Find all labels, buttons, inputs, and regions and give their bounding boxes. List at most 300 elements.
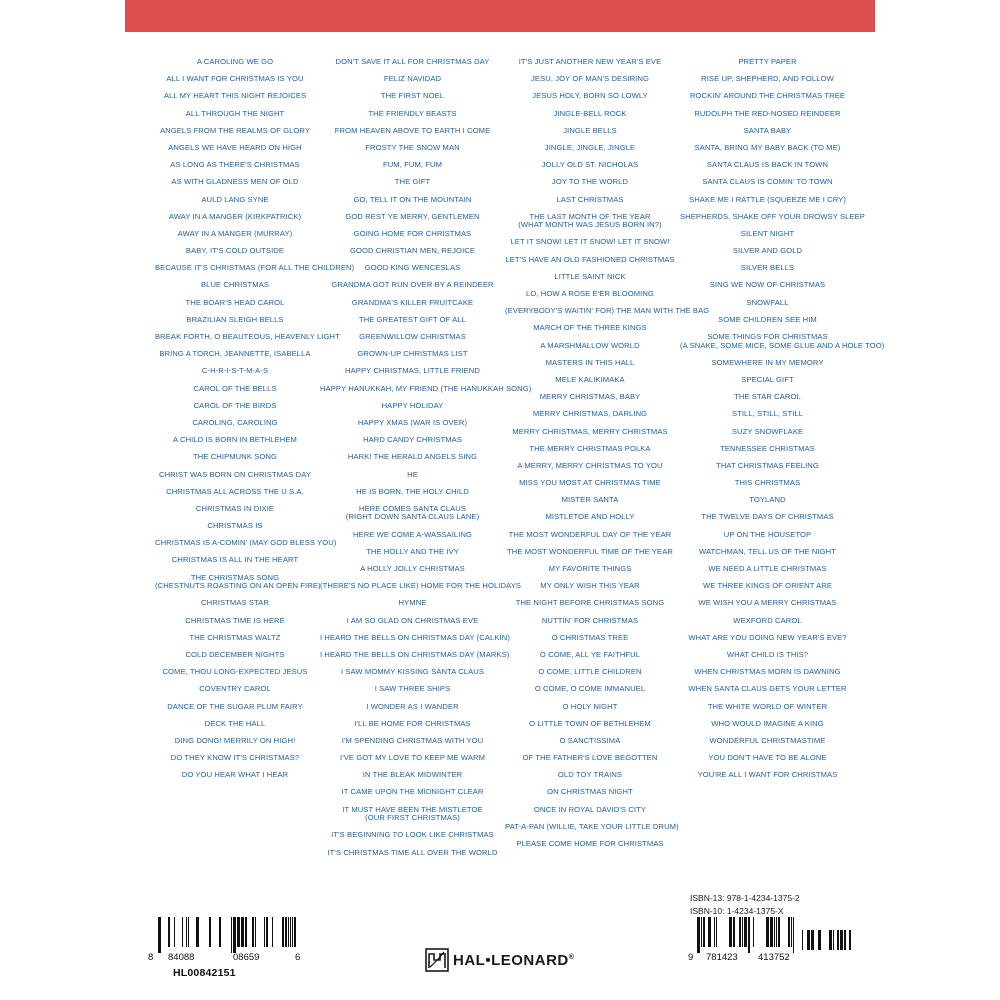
song-title [320, 505, 505, 522]
song-title-line: OLD TOY TRAINS [557, 770, 623, 780]
isbn-barcode-digits [688, 952, 818, 964]
song-title [505, 213, 675, 230]
song-title-line: MY ONLY WISH THIS YEAR [540, 581, 640, 591]
song-title-line: THE FIRST NOEL [380, 91, 445, 101]
song-title-line: CHRISTMAS STAR [201, 598, 269, 608]
barcode-bar [770, 917, 773, 947]
song-title [320, 350, 505, 359]
barcode-bar [285, 917, 287, 947]
barcode-bar [158, 917, 161, 953]
barcode-bar [753, 917, 754, 947]
song-title [155, 281, 315, 290]
song-title [320, 161, 505, 170]
song-title-line: THE CHIPMUNK SONG [193, 452, 277, 462]
song-title [505, 462, 675, 471]
song-title-line: JESU, JOY OF MAN'S DESIRING [531, 74, 649, 84]
song-title [505, 617, 675, 626]
song-title-line: SANTA CLAUS IS COMIN' TO TOWN [702, 177, 833, 187]
song-column-2 [320, 57, 532, 866]
barcode-bar [716, 917, 717, 947]
song-title [680, 58, 855, 67]
song-title-line: HAPPY HOLIDAY [381, 400, 444, 410]
song-title-line: FUM, FUM, FUM [382, 160, 443, 170]
song-title-line: GRANDMA GOT RUN OVER BY A REINDEER [331, 280, 494, 290]
song-title-line: CHRISTMAS IN DIXIE [195, 503, 275, 513]
song-title-line: JINGLE, JINGLE, JINGLE [544, 142, 636, 152]
publisher-name: HAL•LEONARD® [453, 952, 575, 969]
song-title-line: LO, HOW A ROSE E'ER BLOOMING [526, 289, 654, 299]
song-title-line: BLUE CHRISTMAS [200, 280, 270, 290]
song-title-line: ON CHRISTMAS NIGHT [547, 787, 633, 797]
song-title-line: TOYLAND [749, 495, 786, 505]
song-title [320, 196, 505, 205]
song-title-line: THE MERRY CHRISTMAS POLKA [529, 443, 651, 453]
barcode-bar [742, 917, 743, 947]
song-title [505, 513, 675, 522]
song-title [155, 144, 315, 153]
song-title [680, 376, 855, 385]
song-title [680, 479, 855, 488]
song-title-line: SNOWFALL [746, 297, 789, 307]
song-title [320, 548, 505, 557]
song-title [155, 771, 315, 780]
song-title [680, 634, 855, 643]
song-title-line: DING DONG! MERRILY ON HIGH! [174, 735, 296, 745]
song-title-line: JOLLY OLD ST. NICHOLAS [541, 160, 639, 170]
song-title-line: GROWN-UP CHRISTMAS LIST [357, 349, 468, 359]
barcode-bar [802, 930, 803, 950]
song-title-line: SPECIAL GIFT [741, 374, 794, 384]
song-title [155, 522, 315, 531]
song-title [505, 668, 675, 677]
song-title [155, 556, 315, 565]
barcode-bar [237, 917, 240, 947]
song-title [320, 703, 505, 712]
barcode-bar [241, 917, 244, 947]
barcode-bar [791, 917, 792, 947]
song-title-line: SHAKE ME I RATTLE (SQUEEZE ME I CRY) [689, 194, 846, 204]
barcode-bar [264, 917, 265, 947]
song-title [155, 367, 315, 376]
song-title [155, 668, 315, 677]
song-title [320, 632, 510, 643]
song-title-line: SOME THINGS FOR CHRISTMAS [707, 332, 828, 341]
song-title-line: WE NEED A LITTLE CHRISTMAS [708, 564, 827, 574]
song-title [155, 754, 315, 763]
song-title [680, 703, 855, 712]
barcode-bar [748, 917, 750, 953]
song-title [155, 263, 355, 273]
song-title [680, 651, 855, 660]
song-title [320, 599, 505, 608]
song-title-line: I'VE GOT MY LOVE TO KEEP ME WARM [339, 753, 486, 763]
song-title [505, 531, 675, 540]
barcode-bar [233, 917, 236, 953]
song-title [505, 144, 675, 153]
song-subtitle-line: (WHAT MONTH WAS JESUS BORN IN?) [518, 220, 662, 230]
song-title-line: GOOD CHRISTIAN MEN, REJOICE [349, 246, 476, 256]
song-title [680, 668, 855, 677]
song-title [680, 548, 855, 557]
song-title [505, 703, 675, 712]
song-title-line: A HOLLY JOLLY CHRISTMAS [360, 564, 465, 574]
song-title-line: WHAT CHILD IS THIS? [726, 649, 809, 659]
barcode-bar [818, 930, 821, 950]
song-title-line: GOOD KING WENCESLAS [364, 263, 461, 273]
barcode-bar [729, 917, 732, 947]
song-title [505, 290, 675, 299]
song-title-line: COLD DECEMBER NIGHTS [185, 649, 285, 659]
song-title-line: IN THE BLEAK MIDWINTER [362, 770, 463, 780]
isbn-block [690, 892, 800, 918]
song-title-line: SANTA BABY [743, 125, 792, 135]
song-title [320, 127, 505, 136]
song-title-line: THE MOST WONDERFUL TIME OF THE YEAR [507, 546, 673, 556]
song-title [155, 299, 315, 308]
song-title-line: A MARSHMALLOW WORLD [540, 340, 640, 350]
song-title-line: THE GIFT [394, 177, 431, 187]
song-title-line: CHRIST WAS BORN ON CHRISTMAS DAY [159, 469, 311, 479]
upc-right-digits: 08659 [233, 952, 260, 963]
song-title-line: MISTER SANTA [561, 495, 619, 505]
song-title [320, 668, 505, 677]
song-title [505, 238, 675, 247]
song-title-line: THE GREATEST GIFT OF ALL [358, 314, 467, 324]
song-title [680, 754, 855, 763]
song-title-line: GO, TELL IT ON THE MOUNTAIN [353, 194, 472, 204]
song-title [320, 771, 505, 780]
song-title-line: O COME, O COME IMMANUEL [534, 684, 646, 694]
song-title-line: CHRISTMAS ALL ACROSS THE U.S.A. [166, 486, 304, 496]
song-title-line: A CAROLING WE GO [196, 57, 274, 66]
song-title-line: PRETTY PAPER [738, 57, 797, 66]
song-title-line: RISE UP, SHEPHERD, AND FOLLOW [701, 74, 834, 84]
isbn-13: ISBN-13: 978-1-4234-1375-2 [690, 893, 800, 903]
song-title-line: C-H-R-I-S-T-M-A-S [201, 366, 269, 376]
song-title-line: MASTERS IN THIS HALL [545, 357, 635, 367]
song-title-line: HE IS BORN, THE HOLY CHILD [356, 486, 469, 496]
song-title [155, 161, 315, 170]
song-title-line: SHEPHERDS, SHAKE OFF YOUR DROWSY SLEEP [680, 211, 865, 221]
song-title [320, 230, 505, 239]
song-title [320, 806, 505, 823]
song-title-line: O COME, ALL YE FAITHFUL [539, 649, 641, 659]
song-title-line: AS WITH GLADNESS MEN OF OLD [171, 177, 299, 187]
song-title-line: MERRY CHRISTMAS, BABY [539, 392, 641, 402]
song-title [320, 110, 505, 119]
song-title-line: STILL, STILL, STILL [731, 409, 804, 419]
song-title-line: IT MUST HAVE BEEN THE MISTLETOE [342, 804, 483, 814]
barcode-bar [837, 930, 839, 950]
song-title-line: SILENT NIGHT [740, 228, 795, 238]
song-title [505, 582, 675, 591]
song-title-line: IT'S JUST ANOTHER NEW YEAR'S EVE [518, 57, 662, 66]
song-title-line: O COME, LITTLE CHILDREN [538, 667, 642, 677]
song-title-line: LET'S HAVE AN OLD FASHIONED CHRISTMAS [505, 254, 675, 264]
song-title-line: MERRY CHRISTMAS, MERRY CHRISTMAS [512, 426, 668, 436]
song-title [680, 247, 855, 256]
barcode-bar [245, 917, 247, 947]
song-title-line: FROM HEAVEN ABOVE TO EARTH I COME [334, 125, 491, 135]
song-title-line: WONDERFUL CHRISTMASTIME [709, 735, 826, 745]
song-title [505, 685, 675, 694]
song-title-line: I'LL BE HOME FOR CHRISTMAS [354, 718, 471, 728]
song-title-line: FELIZ NAVIDAD [383, 74, 442, 84]
song-title-line: (EVERYBODY'S WAITIN' FOR) THE MAN WITH THE BAG [505, 306, 710, 316]
song-title [155, 505, 315, 514]
song-title-line: I SAW THREE SHIPS [374, 684, 451, 694]
song-title [155, 92, 315, 101]
song-title [320, 720, 505, 729]
song-title [680, 496, 855, 505]
song-title [155, 634, 315, 643]
song-title-line: O LITTLE TOWN OF BETHLEHEM [529, 718, 651, 728]
song-title-line: O CHRISTMAS TREE [551, 632, 629, 642]
barcode-bar [168, 917, 170, 947]
song-title-line: WHO WOULD IMAGINE A KING [711, 718, 824, 728]
song-title [680, 513, 855, 522]
song-title [155, 720, 315, 729]
song-title-line: HAPPY XMAS (WAR IS OVER) [357, 417, 468, 427]
song-title [505, 196, 675, 205]
song-title-line: NUTTIN' FOR CHRISTMAS [541, 615, 639, 625]
song-title-line: O SANCTISSIMA [559, 735, 621, 745]
song-title [680, 75, 855, 84]
hal-leonard-logo-icon [425, 948, 449, 972]
song-title-line: I SAW MOMMY KISSING SANTA CLAUS [340, 667, 485, 677]
song-title [680, 127, 855, 136]
song-title [155, 538, 337, 548]
barcode-bar [219, 917, 221, 947]
song-title-line: RUDOLPH THE RED-NOSED REINDEER [694, 108, 841, 118]
product-code: HL00842151 [173, 967, 236, 979]
song-title [155, 488, 315, 497]
song-title [680, 299, 855, 308]
song-title [320, 453, 505, 462]
song-title [505, 428, 675, 437]
song-title-line: THAT CHRISTMAS FEELING [716, 460, 819, 470]
song-title [505, 754, 675, 763]
song-title-line: SILVER AND GOLD [732, 246, 803, 256]
song-title-line: HAPPY CHRISTMAS, LITTLE FRIEND [345, 366, 480, 376]
song-title-line: A MERRY, MERRY CHRISTMAS TO YOU [517, 460, 663, 470]
song-title [320, 247, 505, 256]
song-title-line: WE WISH YOU A MERRY CHRISTMAS [698, 598, 837, 608]
song-title [505, 496, 675, 505]
song-title-line: AWAY IN A MANGER (KIRKPATRICK) [168, 211, 302, 221]
song-title [320, 316, 505, 325]
publisher-logo [425, 948, 615, 974]
song-title-line: YOU'RE ALL I WANT FOR CHRISTMAS [697, 770, 838, 780]
song-title [155, 436, 315, 445]
song-title [505, 75, 675, 84]
song-title [505, 445, 675, 454]
barcode-bar [294, 917, 296, 947]
song-title [680, 281, 855, 290]
song-title [505, 548, 675, 557]
song-title-line: AULD LANG SYNE [201, 194, 269, 204]
song-title [155, 617, 315, 626]
song-title-line: COME, THOU LONG-EXPECTED JESUS [162, 667, 308, 677]
song-title [680, 230, 855, 239]
song-title-line: MERRY CHRISTMAS, DARLING [532, 409, 648, 419]
song-title-line: TENNESSEE CHRISTMAS [720, 443, 815, 453]
song-title-line: AS LONG AS THERE'S CHRISTMAS [170, 160, 300, 170]
song-column-3 [505, 57, 710, 857]
song-title [320, 581, 522, 591]
song-title-line: GRANDMA'S KILLER FRUITCAKE [351, 297, 474, 307]
song-title [155, 350, 315, 359]
song-title-line: BREAK FORTH, O BEAUTEOUS, HEAVENLY LIGHT [155, 332, 340, 341]
song-title [155, 127, 315, 136]
song-title [680, 771, 855, 780]
song-title [505, 806, 675, 815]
song-title [155, 196, 315, 205]
song-title [320, 281, 505, 290]
song-title-line: DANCE OF THE SUGAR PLUM FAIRY [167, 701, 303, 711]
song-title [680, 316, 855, 325]
song-title [505, 599, 675, 608]
song-title [320, 737, 505, 746]
song-title-line: JOY TO THE WORLD [551, 177, 629, 187]
song-title-line: LAST CHRISTMAS [556, 194, 624, 204]
song-title-line: HERE COMES SANTA CLAUS [358, 503, 467, 513]
song-title [505, 565, 675, 574]
song-title [680, 737, 855, 746]
song-title [155, 572, 321, 591]
song-title [320, 488, 505, 497]
song-title-line: ALL THROUGH THE NIGHT [185, 108, 285, 118]
barcode-bar [788, 917, 790, 947]
song-title-line: WHAT ARE YOU DOING NEW YEAR'S EVE? [688, 632, 847, 642]
song-title [155, 453, 315, 462]
song-title [155, 178, 315, 187]
song-title [320, 531, 505, 540]
barcode-bar [739, 917, 741, 947]
song-title-line: WHEN SANTA CLAUS GETS YOUR LETTER [688, 684, 847, 694]
song-title-line: ALL I WANT FOR CHRISTMAS IS YOU [166, 74, 304, 84]
upc-first-digit: 8 [148, 952, 154, 963]
song-title [680, 211, 865, 222]
song-title-line: I'M SPENDING CHRISTMAS WITH YOU [341, 735, 484, 745]
song-title-line: THE MOST WONDERFUL DAY OF THE YEAR [508, 529, 672, 539]
barcode-bar [188, 917, 189, 947]
song-title [505, 273, 675, 282]
barcode-bar [744, 917, 747, 947]
song-title-line: CAROLING, CAROLING [192, 417, 278, 427]
song-title-line: AWAY IN A MANGER (MURRAY) [177, 228, 293, 238]
song-title-line: CHRISTMAS IS ALL IN THE HEART [171, 555, 299, 565]
song-title-line: DO THEY KNOW IT'S CHRISTMAS? [170, 753, 300, 763]
song-title [155, 685, 315, 694]
song-title-line: SILVER BELLS [740, 263, 795, 273]
song-title-line: HARK! THE HERALD ANGELS SING [347, 452, 478, 462]
song-title [320, 58, 505, 67]
song-column-4 [680, 57, 885, 788]
barcode-bar [733, 917, 735, 947]
barcode-bar [829, 930, 832, 950]
barcode-bar [196, 917, 199, 947]
song-title [505, 821, 679, 832]
song-title [680, 178, 855, 187]
barcode-bar [833, 930, 834, 950]
song-title-line: A CHILD IS BORN IN BETHLEHEM [173, 435, 297, 445]
song-title-line: LITTLE SAINT NICK [554, 271, 626, 281]
song-title [680, 685, 855, 694]
song-title [320, 565, 505, 574]
song-title-line: DON'T SAVE IT ALL FOR CHRISTMAS DAY [335, 57, 490, 66]
song-title-line: I AM SO GLAD ON CHRISTMAS EVE [346, 615, 479, 625]
barcode-bar [174, 917, 175, 947]
song-title [320, 617, 505, 626]
song-title [155, 471, 315, 480]
song-title [155, 419, 315, 428]
song-title [505, 720, 675, 729]
song-title-line: ONCE IN ROYAL DAVID'S CITY [534, 804, 646, 814]
song-title-line: CHRISTMAS IS A-COMIN' (MAY GOD BLESS YOU) [155, 538, 337, 548]
song-title-line: SOME CHILDREN SEE HIM [718, 314, 817, 324]
song-title-line: THE HOLLY AND THE IVY [366, 546, 459, 556]
song-title [680, 264, 855, 273]
song-title [155, 385, 315, 394]
song-title [680, 410, 855, 419]
song-title [505, 479, 675, 488]
song-title-line: IT'S CHRISTMAS TIME ALL OVER THE WORLD [327, 847, 498, 857]
song-title-line: IT CAME UPON THE MIDNIGHT CLEAR [341, 787, 484, 797]
song-title-line: IT'S BEGINNING TO LOOK LIKE CHRISTMAS [331, 830, 494, 840]
song-title-line: ANGELS FROM THE REALMS OF GLORY [159, 125, 311, 135]
song-title-line: WEXFORD CAROL [733, 615, 802, 625]
barcode-bar [290, 917, 291, 947]
song-column-1 [155, 57, 355, 788]
song-title [680, 161, 855, 170]
upc-left-digits: 84088 [168, 952, 195, 963]
barcode-bar [282, 917, 284, 947]
song-title-line: SANTA CLAUS IS BACK IN TOWN [706, 160, 829, 170]
song-title [505, 178, 675, 187]
song-subtitle-line: (A SNAKE, SOME MICE, SOME GLUE AND A HOLE TOO) [680, 340, 885, 350]
song-title-line: O HOLY NIGHT [562, 701, 618, 711]
barcode-bar [807, 930, 810, 950]
isbn-right-digits: 413752 [758, 952, 790, 963]
barcode-bar [708, 917, 711, 947]
song-title-line: THE NIGHT BEFORE CHRISTMAS SONG [515, 598, 665, 608]
song-title-line: CHRISTMAS TIME IS HERE [185, 615, 285, 625]
song-title-line: GREENWILLOW CHRISTMAS [359, 332, 466, 341]
song-title [155, 651, 315, 660]
song-title [320, 831, 505, 840]
upc-check-digit: 6 [295, 952, 301, 963]
barcode-bar [701, 917, 702, 947]
barcode-bar [703, 917, 705, 947]
song-title-line: BECAUSE IT'S CHRISTMAS (FOR ALL THE CHILDREN) [155, 263, 355, 273]
song-title-line: WATCHMAN, TELL US OF THE NIGHT [698, 546, 837, 556]
song-title [155, 737, 315, 746]
song-title [680, 531, 855, 540]
barcode-bar [697, 917, 700, 953]
barcode-bar [766, 917, 769, 947]
isbn-10: ISBN-10: 1-4234-1375-X [690, 906, 784, 916]
song-title [505, 840, 675, 849]
song-title [320, 144, 505, 153]
song-title [155, 110, 315, 119]
song-title [505, 324, 675, 333]
song-title-line: MELE KALIKIMAKA [555, 374, 625, 384]
barcode-bar [292, 917, 293, 947]
song-title-line: SUZY SNOWFLAKE [731, 426, 804, 436]
upc-barcode [158, 917, 308, 953]
song-title-line: THE TWELVE DAYS OF CHRISTMAS [701, 512, 834, 522]
